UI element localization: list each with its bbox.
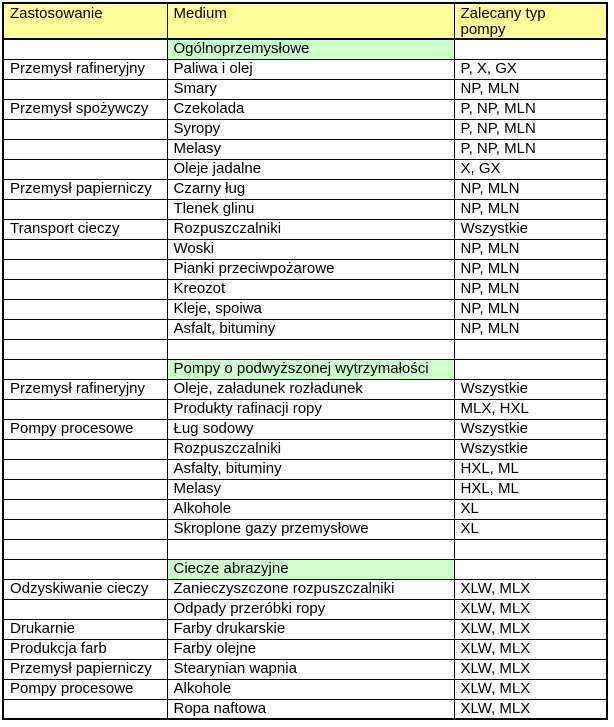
table-row xyxy=(3,619,607,639)
table-row xyxy=(3,99,607,119)
table-row xyxy=(3,119,607,139)
section-header-row xyxy=(3,559,607,579)
application-cell xyxy=(3,559,167,579)
table-row xyxy=(3,379,607,399)
section-header-row xyxy=(3,39,607,59)
pump-type-cell: Wszystkie xyxy=(454,379,607,399)
table-row xyxy=(3,59,607,79)
application-cell: Drukarnie xyxy=(3,619,167,639)
medium-cell: Woski xyxy=(167,239,454,259)
pump-type-cell: P, NP, MLN xyxy=(454,119,607,139)
table-header xyxy=(3,3,607,39)
table-row xyxy=(3,299,607,319)
medium-cell: Oleje, załadunek rozładunek xyxy=(167,379,454,399)
medium-cell: Czekolada xyxy=(167,99,454,119)
medium-cell: Pianki przeciwpożarowe xyxy=(167,259,454,279)
table-row xyxy=(3,159,607,179)
table-row xyxy=(3,459,607,479)
medium-cell: Melasy xyxy=(167,479,454,499)
application-cell xyxy=(3,139,167,159)
pump-type-cell: P, NP, MLN xyxy=(454,139,607,159)
application-cell xyxy=(3,439,167,459)
application-cell: Produkcja farb xyxy=(3,639,167,659)
application-cell xyxy=(3,279,167,299)
medium-cell: Farby drukarskie xyxy=(167,619,454,639)
medium-cell: Oleje jadalne xyxy=(167,159,454,179)
medium-cell: Farby olejne xyxy=(167,639,454,659)
table-body xyxy=(3,39,607,719)
table-row xyxy=(3,439,607,459)
medium-cell: Syropy xyxy=(167,119,454,139)
application-cell xyxy=(3,499,167,519)
medium-cell: Kleje, spoiwa xyxy=(167,299,454,319)
medium-cell: Rozpuszczalniki xyxy=(167,439,454,459)
pump-type-cell: NP, MLN xyxy=(454,319,607,339)
medium-cell: Skroplone gazy przemysłowe xyxy=(167,519,454,539)
pump-type-cell: NP, MLN xyxy=(454,179,607,199)
pump-type-cell xyxy=(454,359,607,379)
column-header-pump-type-label: Zalecany typ pompy xyxy=(460,5,546,38)
pump-type-cell: HXL, ML xyxy=(454,479,607,499)
medium-cell: Ogólnoprzemysłowe xyxy=(167,39,454,59)
pump-type-cell: XL xyxy=(454,519,607,539)
pump-type-cell: HXL, ML xyxy=(454,459,607,479)
table-row xyxy=(3,659,607,679)
pump-type-cell: XLW, MLX xyxy=(454,619,607,639)
header-row xyxy=(3,3,607,39)
pump-type-cell: XLW, MLX xyxy=(454,699,607,719)
application-cell xyxy=(3,39,167,59)
medium-cell: Czarny ług xyxy=(167,179,454,199)
table-row xyxy=(3,79,607,99)
application-cell xyxy=(3,699,167,719)
table-row xyxy=(3,579,607,599)
pump-type-cell: XLW, MLX xyxy=(454,659,607,679)
table-row xyxy=(3,479,607,499)
medium-cell: Pompy o podwyższonej wytrzymałości xyxy=(167,359,454,379)
medium-cell: Kreozot xyxy=(167,279,454,299)
table-row xyxy=(3,319,607,339)
table-row xyxy=(3,599,607,619)
column-header-application: Zastosowanie xyxy=(3,3,167,39)
application-cell xyxy=(3,199,167,219)
pump-type-cell: MLX, HXL xyxy=(454,399,607,419)
table-row xyxy=(3,199,607,219)
medium-cell: Asfalt, bituminy xyxy=(167,319,454,339)
application-cell: Transport cieczy xyxy=(3,219,167,239)
medium-cell: Produkty rafinacji ropy xyxy=(167,399,454,419)
application-cell: Przemysł papierniczy xyxy=(3,659,167,679)
pump-type-cell xyxy=(454,339,607,359)
application-cell xyxy=(3,319,167,339)
medium-cell: Rozpuszczalniki xyxy=(167,219,454,239)
application-cell xyxy=(3,79,167,99)
medium-cell: Ciecze abrazyjne xyxy=(167,559,454,579)
application-cell: Odzyskiwanie cieczy xyxy=(3,579,167,599)
table-row xyxy=(3,399,607,419)
pump-type-cell xyxy=(454,559,607,579)
table-row xyxy=(3,699,607,719)
application-cell xyxy=(3,479,167,499)
pump-type-cell: NP, MLN xyxy=(454,239,607,259)
medium-cell: Smary xyxy=(167,79,454,99)
application-cell xyxy=(3,599,167,619)
application-cell: Przemysł spożywczy xyxy=(3,99,167,119)
pump-type-cell: XLW, MLX xyxy=(454,679,607,699)
medium-cell: Stearynian wapnia xyxy=(167,659,454,679)
table-row xyxy=(3,279,607,299)
pump-applications-table xyxy=(2,2,608,720)
application-cell xyxy=(3,399,167,419)
application-cell xyxy=(3,459,167,479)
application-cell: Przemysł rafineryjny xyxy=(3,379,167,399)
pump-type-cell: Wszystkie xyxy=(454,219,607,239)
medium-cell: Paliwa i olej xyxy=(167,59,454,79)
application-cell xyxy=(3,119,167,139)
application-cell xyxy=(3,299,167,319)
column-header-medium: Medium xyxy=(167,3,454,39)
pump-type-cell: Wszystkie xyxy=(454,419,607,439)
medium-cell: Alkohole xyxy=(167,679,454,699)
table-row xyxy=(3,139,607,159)
table-row xyxy=(3,679,607,699)
application-cell xyxy=(3,539,167,559)
table-row xyxy=(3,239,607,259)
medium-cell: Ropa naftowa xyxy=(167,699,454,719)
pump-type-cell xyxy=(454,39,607,59)
medium-cell: Alkohole xyxy=(167,499,454,519)
pump-type-cell: P, NP, MLN xyxy=(454,99,607,119)
pump-type-cell: NP, MLN xyxy=(454,79,607,99)
pump-type-cell: P, X, GX xyxy=(454,59,607,79)
medium-cell xyxy=(167,339,454,359)
pump-type-cell: XLW, MLX xyxy=(454,639,607,659)
table-row xyxy=(3,219,607,239)
section-header-row xyxy=(3,359,607,379)
table-row xyxy=(3,179,607,199)
pump-type-cell: XL xyxy=(454,499,607,519)
pump-type-cell: XLW, MLX xyxy=(454,579,607,599)
table-row xyxy=(3,419,607,439)
pump-type-cell: NP, MLN xyxy=(454,279,607,299)
application-cell: Przemysł papierniczy xyxy=(3,179,167,199)
medium-cell: Ług sodowy xyxy=(167,419,454,439)
application-cell xyxy=(3,359,167,379)
application-cell: Przemysł rafineryjny xyxy=(3,59,167,79)
table-row xyxy=(3,499,607,519)
table-row xyxy=(3,639,607,659)
table-row xyxy=(3,259,607,279)
application-cell xyxy=(3,259,167,279)
application-cell xyxy=(3,339,167,359)
pump-type-cell: Wszystkie xyxy=(454,439,607,459)
application-cell xyxy=(3,519,167,539)
table-row xyxy=(3,519,607,539)
medium-cell xyxy=(167,539,454,559)
application-cell: Pompy procesowe xyxy=(3,679,167,699)
pump-type-cell: NP, MLN xyxy=(454,299,607,319)
column-header-pump-type xyxy=(454,3,607,39)
pump-type-cell: NP, MLN xyxy=(454,259,607,279)
spacer-row xyxy=(3,339,607,359)
medium-cell: Zanieczyszczone rozpuszczalniki xyxy=(167,579,454,599)
pump-type-cell: NP, MLN xyxy=(454,199,607,219)
spacer-row xyxy=(3,539,607,559)
pump-type-cell xyxy=(454,539,607,559)
application-cell xyxy=(3,159,167,179)
pump-type-cell: XLW, MLX xyxy=(454,599,607,619)
medium-cell: Asfalty, bituminy xyxy=(167,459,454,479)
application-cell: Pompy procesowe xyxy=(3,419,167,439)
medium-cell: Odpady przeróbki ropy xyxy=(167,599,454,619)
application-cell xyxy=(3,239,167,259)
medium-cell: Tlenek glinu xyxy=(167,199,454,219)
pump-type-cell: X, GX xyxy=(454,159,607,179)
medium-cell: Melasy xyxy=(167,139,454,159)
